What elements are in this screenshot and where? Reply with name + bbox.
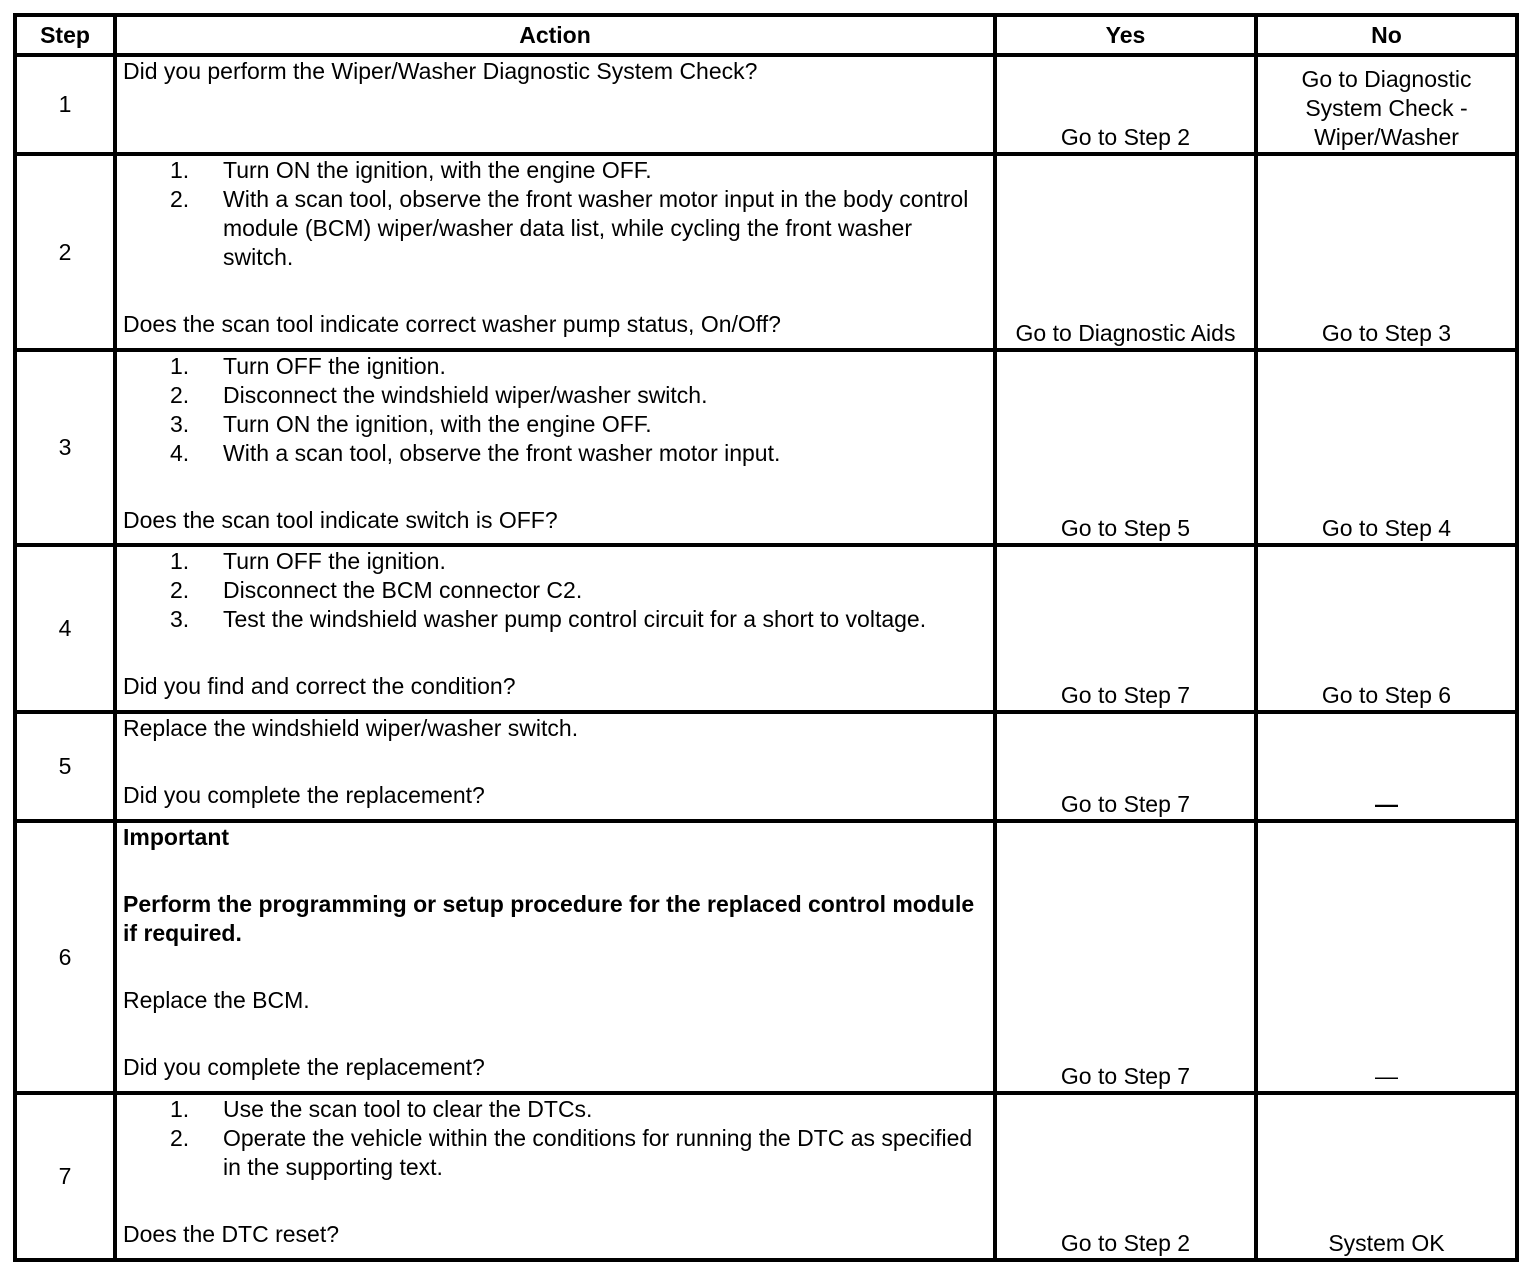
action-question: Did you complete the replacement? [123, 1054, 485, 1080]
item-number: 2. [170, 186, 190, 212]
table-row [15, 55, 1517, 154]
action-steps-list [123, 156, 987, 272]
header-step: Step [15, 15, 115, 55]
list-item [123, 576, 987, 605]
action-cell [115, 1093, 995, 1260]
step-number: 7 [15, 1093, 115, 1260]
yes-cell: Go to Step 5 [995, 350, 1256, 545]
list-item [123, 185, 987, 272]
important-text: Perform the programming or setup procedure for the replaced control module if required. [123, 891, 975, 946]
item-number: 1. [170, 548, 190, 574]
list-item [123, 381, 987, 410]
yes-cell: Go to Step 7 [995, 545, 1256, 712]
item-text: Disconnect the windshield wiper/washer switch. [223, 382, 708, 408]
item-text: Turn ON the ignition, with the engine OFF. [223, 411, 652, 437]
table-row [15, 821, 1517, 1093]
item-number: 1. [170, 1096, 190, 1122]
header-action: Action [115, 15, 995, 55]
table-row [15, 1093, 1517, 1260]
header-row [15, 15, 1517, 55]
list-item [123, 156, 987, 185]
action-question: Did you complete the replacement? [123, 782, 485, 808]
action-cell [115, 545, 995, 712]
no-cell: — [1256, 712, 1517, 821]
no-cell: Go to Diagnostic System Check - Wiper/Washer [1256, 55, 1517, 154]
list-item [123, 410, 987, 439]
yes-cell: Go to Step 2 [995, 55, 1256, 154]
item-text: Use the scan tool to clear the DTCs. [223, 1096, 593, 1122]
yes-cell: Go to Diagnostic Aids [995, 154, 1256, 350]
step-number: 4 [15, 545, 115, 712]
action-steps-list [123, 352, 987, 468]
header-yes: Yes [995, 15, 1256, 55]
item-number: 3. [170, 606, 190, 632]
list-item [123, 1095, 987, 1124]
action-question: Did you find and correct the condition? [123, 673, 516, 699]
yes-cell: Go to Step 2 [995, 1093, 1256, 1260]
no-cell: System OK [1256, 1093, 1517, 1260]
step-number: 5 [15, 712, 115, 821]
table-row [15, 154, 1517, 350]
item-number: 2. [170, 1125, 190, 1151]
step-number: 1 [15, 55, 115, 154]
item-text: Operate the vehicle within the conditions for running the DTC as specified in the supporting text. [223, 1125, 973, 1180]
step-number: 3 [15, 350, 115, 545]
diagnostic-table [13, 13, 1519, 1262]
action-text: Did you perform the Wiper/Washer Diagnostic System Check? [123, 58, 758, 84]
no-cell: Go to Step 3 [1256, 154, 1517, 350]
item-number: 3. [170, 411, 190, 437]
action-question: Does the scan tool indicate correct washer pump status, On/Off? [123, 311, 781, 337]
yes-cell: Go to Step 7 [995, 821, 1256, 1093]
action-cell [115, 154, 995, 350]
table-row [15, 712, 1517, 821]
action-text: Replace the windshield wiper/washer switch. [123, 715, 579, 741]
item-text: With a scan tool, observe the front washer motor input. [223, 440, 781, 466]
action-steps-list [123, 1095, 987, 1182]
no-cell: — [1256, 821, 1517, 1093]
item-number: 4. [170, 440, 190, 466]
action-steps-list [123, 547, 987, 634]
step-number: 2 [15, 154, 115, 350]
header-no: No [1256, 15, 1517, 55]
no-cell: Go to Step 6 [1256, 545, 1517, 712]
list-item [123, 439, 987, 468]
list-item [123, 352, 987, 381]
action-cell [115, 821, 995, 1093]
item-text: Test the windshield washer pump control circuit for a short to voltage. [223, 606, 927, 632]
yes-cell: Go to Step 7 [995, 712, 1256, 821]
important-label: Important [123, 824, 230, 850]
list-item [123, 1124, 987, 1182]
table-row [15, 350, 1517, 545]
item-text: Turn ON the ignition, with the engine OFF. [223, 157, 652, 183]
action-cell [115, 55, 995, 154]
action-question: Does the DTC reset? [123, 1221, 340, 1247]
action-cell [115, 350, 995, 545]
item-text: With a scan tool, observe the front washer motor input in the body control module (BCM) wiper/washer data list, while cycling the front washer switch. [223, 186, 969, 270]
item-number: 1. [170, 353, 190, 379]
action-question: Does the scan tool indicate switch is OFF? [123, 507, 558, 533]
action-cell [115, 712, 995, 821]
item-number: 1. [170, 157, 190, 183]
action-text: Replace the BCM. [123, 987, 310, 1013]
list-item [123, 605, 987, 634]
item-number: 2. [170, 577, 190, 603]
list-item [123, 547, 987, 576]
item-text: Disconnect the BCM connector C2. [223, 577, 583, 603]
item-text: Turn OFF the ignition. [223, 548, 446, 574]
table-row [15, 545, 1517, 712]
step-number: 6 [15, 821, 115, 1093]
item-number: 2. [170, 382, 190, 408]
no-cell: Go to Step 4 [1256, 350, 1517, 545]
item-text: Turn OFF the ignition. [223, 353, 446, 379]
